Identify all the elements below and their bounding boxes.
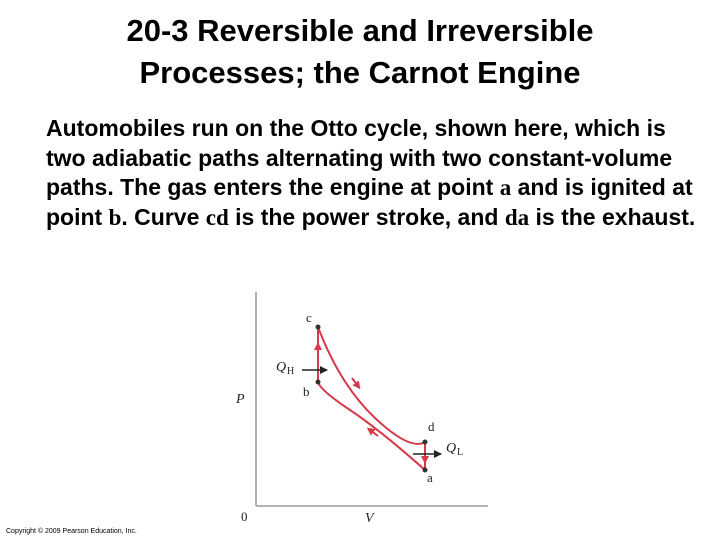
axis-label-v: V <box>365 511 374 526</box>
curve-ab <box>318 382 425 470</box>
arrow-ab <box>370 430 378 436</box>
label-heat-in-sub: H <box>287 366 295 377</box>
title-line-2: Processes; the Carnot Engine <box>139 55 581 90</box>
label-c: c <box>306 310 312 325</box>
label-b: b <box>303 384 310 399</box>
label-heat-in: Q <box>276 360 287 375</box>
curve-cd-ref: cd <box>205 204 229 230</box>
point-b-ref: b <box>108 204 122 230</box>
body-text-3: . Curve <box>121 203 206 230</box>
curve-da-ref: da <box>504 204 530 230</box>
copyright-notice: Copyright © 2009 Pearson Education, Inc. <box>6 528 137 535</box>
point-a-ref: a <box>499 175 512 200</box>
point-c-dot <box>316 325 321 330</box>
body-text-5: is the exhaust. <box>529 203 696 230</box>
label-d: d <box>428 419 435 434</box>
origin-label: 0 <box>241 509 248 524</box>
body-text-2: and is ignited at point <box>46 174 693 230</box>
axis-label-p: P <box>236 392 245 407</box>
title-line-1: 20-3 Reversible and Irreversible <box>126 13 594 48</box>
body-text-4: is the power stroke, and <box>228 203 505 230</box>
label-heat-out: Q <box>446 441 457 456</box>
arrow-cd <box>352 378 358 386</box>
body-text-1: Automobiles run on the Otto cycle, shown here, which is two adiabatic paths alternating with two constant-volume paths. The gas enters the engine at point <box>46 115 673 200</box>
label-heat-out-sub: L <box>457 447 464 458</box>
point-b-dot <box>316 380 321 385</box>
point-d-dot <box>423 440 428 445</box>
label-a: a <box>427 470 433 485</box>
